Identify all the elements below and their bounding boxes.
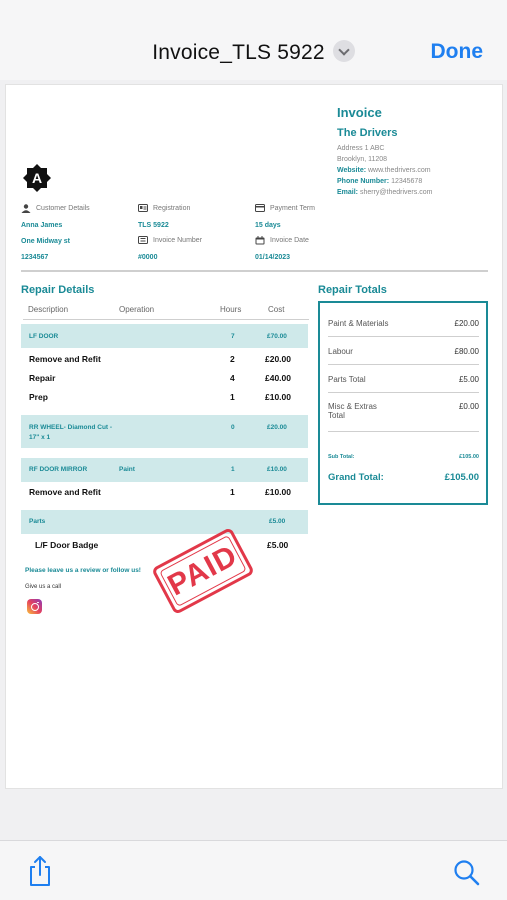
calendar-icon (255, 236, 265, 244)
subtotal-value: £105.00 (459, 454, 479, 460)
invoice-heading: Invoice (337, 105, 382, 120)
invoice-number-block (138, 236, 202, 266)
row-hours: 2 (230, 354, 235, 364)
table-row (21, 324, 308, 348)
subtotal-label: Sub Total: (328, 454, 355, 460)
row-hours: 0 (231, 424, 235, 431)
row-cost: £5.00 (267, 540, 289, 550)
repair-totals-title: Repair Totals (318, 284, 387, 296)
invoice-document (5, 84, 503, 789)
done-button[interactable]: Done (430, 40, 483, 63)
totals-value: £0.00 (458, 402, 479, 411)
repair-totals-box (318, 301, 488, 505)
table-row (21, 540, 308, 554)
header-divider (21, 270, 488, 272)
totals-label: Misc & Extras (328, 402, 377, 411)
payment-term-block (255, 204, 315, 234)
phone-value: 12345678 (391, 178, 423, 185)
registration-label: Registration (153, 204, 191, 212)
totals-label-cont: Total (328, 411, 345, 420)
row-cost: £40.00 (265, 373, 291, 383)
logo-letter: A (31, 170, 43, 186)
email-label: Email: (337, 189, 359, 196)
email-value: sherry@thedrivers.com (359, 189, 433, 196)
totals-rule (328, 431, 479, 432)
totals-label: Labour (328, 347, 353, 356)
row-cost: £10.00 (265, 487, 291, 497)
call-text: Give us a call (25, 584, 62, 590)
row-hours: 7 (231, 333, 235, 340)
document-title-text: Invoice_TLS 5922 (152, 41, 325, 64)
search-icon[interactable] (453, 859, 481, 892)
payment-term-value: 15 days (255, 222, 281, 229)
row-cost: £10.00 (265, 392, 291, 402)
company-header (337, 105, 497, 196)
card-icon (255, 204, 265, 212)
row-hours: 4 (230, 373, 235, 383)
row-description: RR WHEEL- Diamond Cut - (29, 424, 113, 431)
row-description: Repair (29, 373, 56, 383)
col-description: Description (28, 305, 69, 314)
repair-details-header (28, 305, 309, 315)
subtotal-row (328, 454, 479, 460)
totals-value: £20.00 (454, 319, 479, 328)
totals-row (328, 402, 479, 420)
totals-row (328, 319, 479, 328)
totals-row (328, 375, 479, 384)
row-cost: £5.00 (269, 518, 286, 525)
totals-label: Parts Total (328, 375, 366, 384)
address-line-1: Address 1 ABC (337, 145, 385, 152)
registration-value: TLS 5922 (138, 222, 169, 229)
table-row (21, 373, 308, 387)
row-description: Remove and Refit (29, 354, 101, 364)
grand-total-row (328, 472, 479, 483)
company-logo (23, 164, 51, 192)
phone-line (337, 178, 497, 185)
customer-label: Customer Details (36, 204, 90, 212)
repair-details-title: Repair Details (21, 284, 95, 296)
totals-label: Paint & Materials (328, 319, 389, 328)
row-hours: 1 (231, 466, 235, 473)
chevron-down-icon[interactable] (333, 40, 355, 62)
invoice-number-label: Invoice Number (153, 236, 203, 244)
invoice-date-label: Invoice Date (270, 236, 309, 244)
invoice-date-block (255, 236, 309, 266)
navigation-bar (0, 0, 507, 80)
invoice-date-value: 01/14/2023 (255, 254, 291, 261)
row-description: L/F Door Badge (35, 540, 99, 550)
address-line-2: Brooklyn, 11208 (337, 156, 388, 163)
row-description: LF DOOR (29, 333, 59, 340)
row-description: Remove and Refit (29, 487, 101, 497)
share-icon[interactable] (27, 855, 53, 892)
grand-total-value: £105.00 (444, 472, 479, 483)
row-cost: £20.00 (265, 354, 291, 364)
payment-term-label: Payment Term (270, 204, 315, 212)
person-icon (21, 204, 31, 212)
col-hours: Hours (220, 305, 242, 314)
col-cost: Cost (268, 305, 285, 314)
totals-row (328, 347, 479, 356)
row-description: RF DOOR MIRROR (29, 466, 88, 473)
row-operation: Paint (119, 466, 135, 473)
row-cost: £70.00 (267, 333, 287, 340)
paid-stamp: PAID (151, 527, 255, 615)
phone-label: Phone Number: (337, 178, 390, 185)
registration-block (138, 204, 190, 234)
hash-icon (138, 236, 148, 244)
id-card-icon (138, 204, 148, 212)
instagram-icon[interactable] (27, 599, 42, 614)
customer-details (21, 204, 90, 266)
row-description: Prep (29, 392, 48, 402)
totals-value: £80.00 (454, 347, 479, 356)
customer-phone: 1234567 (21, 254, 49, 261)
table-row (21, 392, 308, 406)
website-line (337, 167, 497, 174)
review-text[interactable]: Please leave us a review or follow us! (25, 567, 141, 574)
table-row (21, 510, 308, 534)
customer-address: One Midway st (21, 238, 71, 245)
totals-rule (328, 364, 479, 365)
totals-rule (328, 336, 479, 337)
table-row (21, 415, 308, 448)
table-row (21, 354, 308, 368)
website-label: Website: (337, 167, 367, 174)
customer-name: Anna James (21, 222, 63, 229)
col-operation: Operation (119, 305, 155, 314)
row-hours: 1 (230, 487, 235, 497)
row-description-cont: 17" x 1 (29, 434, 51, 441)
row-hours: 1 (230, 392, 235, 402)
grand-total-label: Grand Total: (328, 472, 384, 483)
row-cost: £20.00 (267, 424, 287, 431)
totals-rule (328, 392, 479, 393)
company-name: The Drivers (337, 127, 398, 139)
table-row (21, 487, 308, 501)
bottom-toolbar (0, 840, 507, 900)
website-value: www.thedrivers.com (368, 167, 431, 174)
invoice-number-value: #0000 (138, 254, 158, 261)
email-line (337, 189, 497, 196)
totals-value: £5.00 (458, 375, 479, 384)
table-row (21, 458, 308, 482)
row-cost: £10.00 (267, 466, 287, 473)
header-rule (23, 319, 309, 320)
row-description: Parts (29, 518, 46, 525)
